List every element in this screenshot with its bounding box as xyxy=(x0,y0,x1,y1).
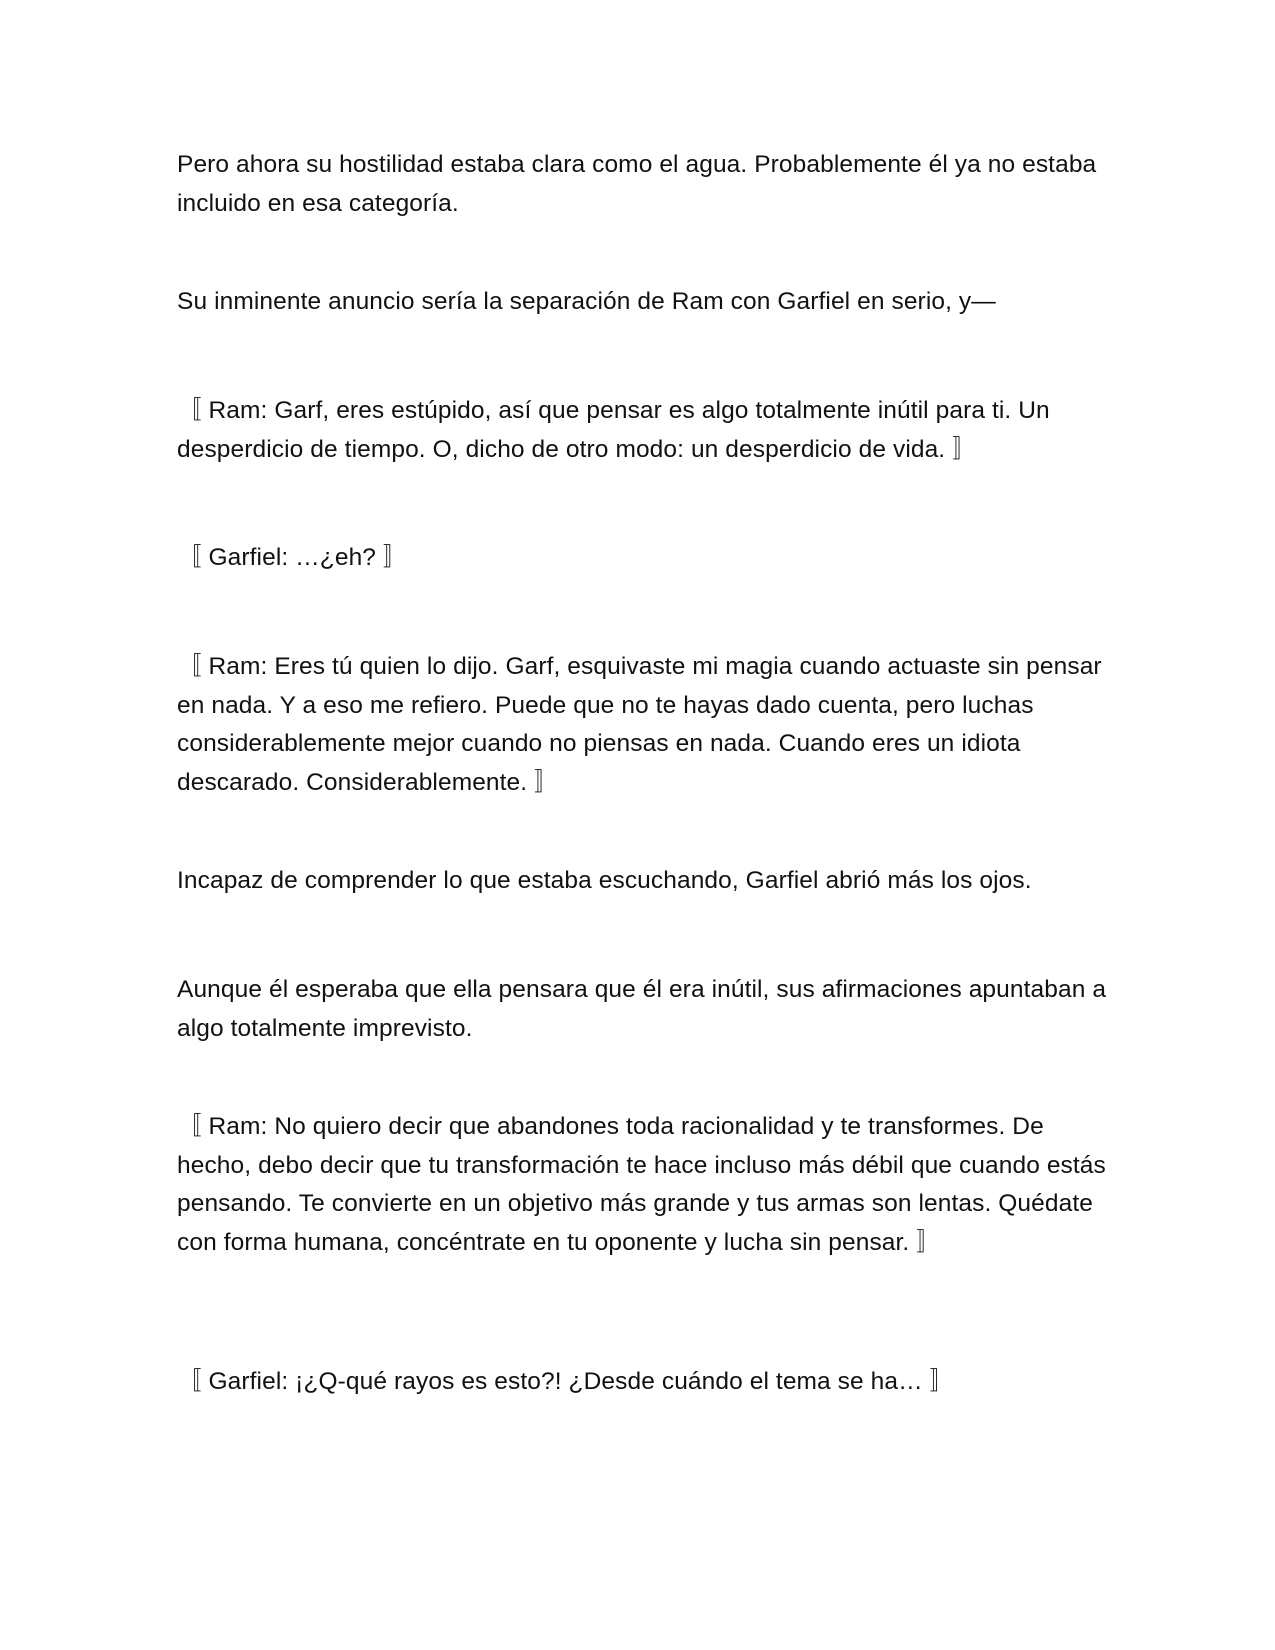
paragraph-narration-2: Su inminente anuncio sería la separación de Ram con Garfiel en serio, y— xyxy=(177,288,996,315)
paragraph-dialogue-garfiel-1: 〚 Garfiel: …¿eh? 〛 xyxy=(177,544,408,571)
paragraph-narration-3: Incapaz de comprender lo que estaba escuchando, Garfiel abrió más los ojos. xyxy=(177,867,1032,894)
paragraph-dialogue-garfiel-2: 〚 Garfiel: ¡¿Q-qué rayos es esto?! ¿Desde cuándo el tema se ha… 〛 xyxy=(177,1368,955,1395)
paragraph-dialogue-ram-1: 〚 Ram: Garf, eres estúpido, así que pensar es algo totalmente inútil para ti. Un desperdicio de tiempo. O, dicho de otro modo: un desperdicio de vida. 〛 xyxy=(177,397,1050,463)
paragraph-narration-1: Pero ahora su hostilidad estaba clara como el agua. Probablemente él ya no estaba incluido en esa categoría. xyxy=(177,151,1097,217)
paragraph-dialogue-ram-3: 〚 Ram: No quiero decir que abandones toda racionalidad y te transformes. De hecho, debo decir que tu transformación te hace incluso más débil que cuando estás pensando. Te convierte en un objetivo más grande y tus armas son lentas. Quédate con forma humana, concéntrate en tu oponente y lucha sin pensar. 〛 xyxy=(177,1113,1106,1256)
paragraph-narration-4: Aunque él esperaba que ella pensara que él era inútil, sus afirmaciones apuntaban a algo totalmente imprevisto. xyxy=(177,976,1107,1042)
paragraph-dialogue-ram-2: 〚 Ram: Eres tú quien lo dijo. Garf, esquivaste mi magia cuando actuaste sin pensar en nada. Y a eso me refiero. Puede que no te hayas dado cuenta, pero luchas considerablemente mejor cuando no piensas en nada. Cuando eres un idiota descarado. Considerablemente. 〛 xyxy=(177,653,1102,796)
